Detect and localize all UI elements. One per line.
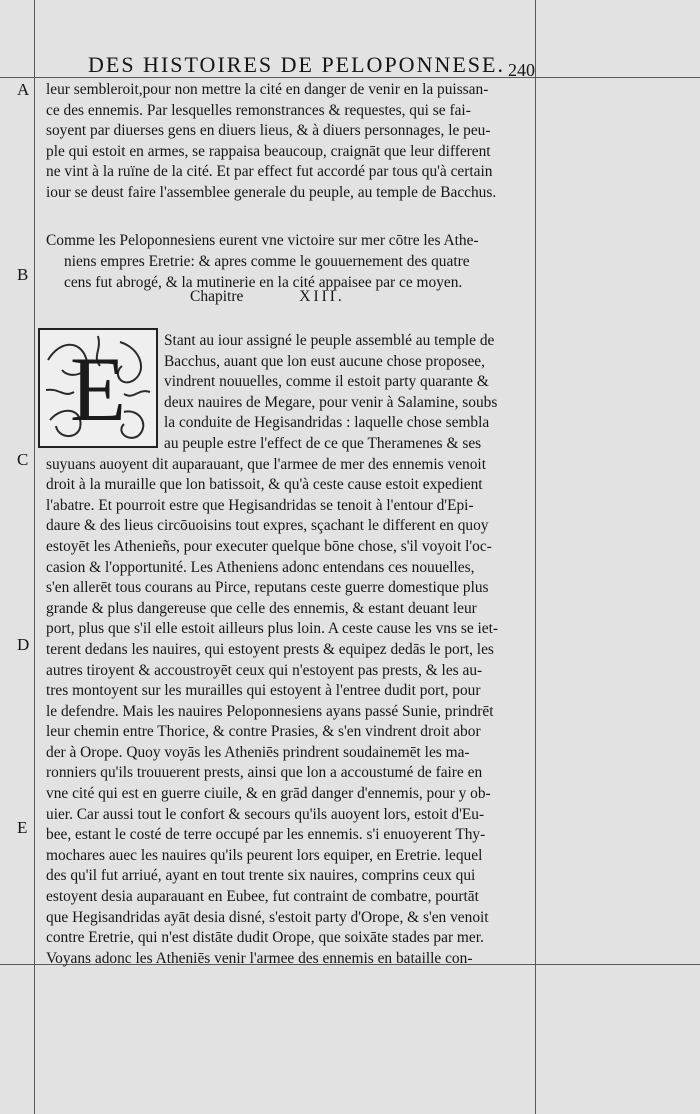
margin-letter-e: E	[17, 818, 28, 837]
text-line: droit à la muraille que lon batissoit, & qu'à ceste cause estoit expedient	[46, 476, 483, 494]
chapter-label: Chapitre	[190, 288, 244, 305]
text-line: terent dedans les nauires, qui estoyent prests & equipez dedās le port, les	[46, 640, 494, 658]
text-line: ple qui estoit en armes, se rappaisa beaucoup, craignāt que leur different	[46, 142, 491, 160]
text-line: vindrent nouuelles, comme il estoit party quarante &	[164, 373, 489, 391]
chapter-summary	[46, 230, 532, 293]
text-line: estoyent desia auparauant en Eubee, fut contraint de combatre, pourtāt	[46, 888, 479, 906]
margin-letter-c: C	[17, 450, 29, 469]
drop-cap-letter: E	[69, 338, 127, 440]
summary-line: Comme les Peloponnesiens eurent vne victoire sur mer cōtre les Athe-	[46, 232, 479, 249]
text-line: port, plus que s'il elle estoit ailleurs plus loin. A ceste cause les vns se iet-	[46, 620, 499, 638]
text-line: casion & l'opportunité. Les Atheniens adonc entendans ces nouuelles,	[46, 558, 475, 576]
text-line: au peuple estre l'effect de ce que Theramenes & ses	[164, 434, 482, 452]
chapter-heading	[190, 288, 345, 306]
text-line: grande & plus dangereuse que celle des ennemis, & estant deuant leur	[46, 599, 477, 617]
text-line: bee, estant le costé de terre occupé par les ennemis. s'i enuoyerent Thy-	[46, 826, 486, 844]
margin-letter-a: A	[17, 80, 30, 99]
text-line: Bacchus, auant que lon eust aucune chose proposee,	[164, 352, 485, 370]
summary-line: cens fut abrogé, & la mutinerie en la cité appaisee par ce moyen.	[64, 274, 463, 291]
text-line: uier. Car aussi tout le confort & secours qu'ils auoyent lors, estoit d'Eu-	[46, 805, 485, 823]
text-line: Stant au iour assigné le peuple assemblé au temple de	[164, 332, 495, 349]
text-line: daure & des lieus circōuoisins tout expres, sçachant le different en quoy	[46, 517, 489, 535]
text-line: le defendre. Mais les nauires Peloponnesiens ayans passé Sunie, prindrēt	[46, 702, 494, 720]
text-line: Voyans adonc les Atheniēs venir l'armee des ennemis en bataille con-	[46, 949, 473, 967]
paragraph-top	[46, 80, 532, 204]
text-line: iour se deust faire l'assemblee generale du peuple, au temple de Bacchus.	[46, 183, 497, 201]
chapter-number: XIII.	[299, 288, 345, 305]
text-line: la conduite de Hegisandridas : laquelle chose sembla	[164, 414, 490, 432]
text-line: que Hegisandridas ayāt desia disné, s'estoit party d'Orope, & s'en venoit	[46, 908, 489, 926]
text-line: ronniers qu'ils trouuerent prests, ainsi que lon a accoustumé de faire en	[46, 764, 483, 782]
text-line: suyuans auoyent dit auparauant, que l'armee de mer des ennemis venoit	[46, 455, 486, 473]
summary-line: niens empres Eretrie: & apres comme le gouuernement des quatre	[64, 253, 470, 270]
text-line: autres tiroyent & accoustroyēt ceux qui n'estoyent pas prests, & les au-	[46, 661, 483, 679]
text-line: tres montoyent sur les murailles qui estoyent à l'entree dudit port, pour	[46, 682, 481, 700]
text-line: ne vint à la ruïne de la cité. Et par effect fut accordé par tous qu'à certain	[46, 163, 493, 181]
right-margin-rule	[535, 0, 536, 1114]
page-number: 240	[508, 60, 535, 80]
margin-letter-d: D	[17, 635, 30, 654]
text-line: vne cité qui est en guerre ciuile, & en grād danger d'ennemis, pour y ob-	[46, 785, 491, 803]
text-line: deux nauires de Megare, pour venir à Salamine, soubs	[164, 393, 498, 411]
text-line: leur chemin entre Thorice, & contre Prasies, & s'en vindrent droit abor	[46, 723, 481, 741]
text-line: leur sembleroit,pour non mettre la cité en danger de venir en la puissan-	[46, 81, 489, 98]
text-line: ce des ennemis. Par lesquelles remonstrances & requestes, qui se fai-	[46, 101, 471, 119]
text-line: l'abatre. Et pourroit estre que Hegisandridas se tenoit à l'entour d'Epi-	[46, 496, 474, 514]
running-head: DES HISTOIRES DE PELOPONNESE.	[88, 52, 505, 77]
text-line: contre Eretrie, qui n'est distāte dudit Orope, que soixāte stades par mer.	[46, 929, 484, 947]
margin-letter-b: B	[17, 265, 29, 284]
left-margin-rule	[34, 0, 35, 1114]
text-line: der à Orope. Quoy voyās les Atheniēs prindrent soudainemēt les ma-	[46, 743, 470, 761]
text-line: des qu'il fut arriué, ayant en tout trente six nauires, comprins ceux qui	[46, 867, 476, 885]
text-line: estoyēt les Athenieñs, pour executer quelque bōne chose, s'il voyoit l'oc-	[46, 537, 492, 555]
text-line: mochares auec les nauires qu'ils peurent lors equiper, en Eretrie. lequel	[46, 846, 483, 864]
text-line: soyent par diuerses gens en diuers lieus, & à diuers personnages, le peu-	[46, 122, 491, 140]
text-line: s'en allerēt tous courans au Pirce, reputans ceste guerre domestique plus	[46, 579, 489, 597]
paragraph-main	[46, 331, 532, 969]
